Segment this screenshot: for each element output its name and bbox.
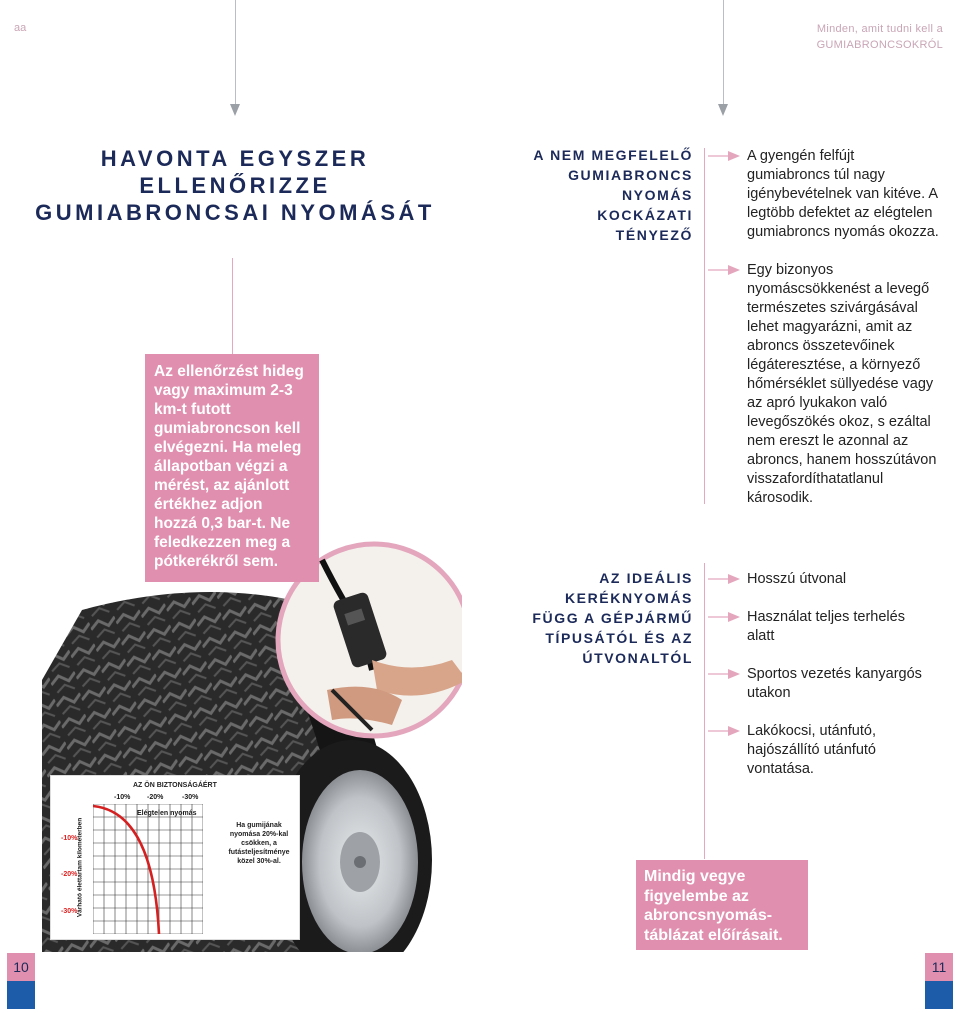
heading-line: ÚTVONALTÓL (582, 650, 693, 666)
section2-heading (532, 568, 693, 668)
hint-line: gumiabroncson kell (154, 420, 301, 437)
top-tick: -20% (147, 794, 164, 801)
hint-line: feledkezzen meg a (154, 534, 291, 551)
hint-line: abroncsnyomás- (644, 907, 773, 924)
text-line: abroncs, hanem hosszútávon (747, 452, 937, 468)
text-line: legtöbb defektet az elégtelen (747, 205, 933, 221)
safety-chart (50, 775, 300, 940)
text-line: alatt (747, 628, 775, 644)
hint-line: km-t futott (154, 401, 231, 418)
heading-line: FÜGG A GÉPJÁRMŰ (532, 610, 693, 626)
text-line: lehet magyarázni, amit az (747, 319, 913, 335)
heading-line: TÍPUSÁTÓL ÉS AZ (545, 630, 693, 646)
note-line: Ha gumijának (236, 822, 282, 829)
chart-y-label: Várható élettartam kilométerben (76, 817, 84, 918)
heading-line: A NEM MEGFELELŐ (533, 147, 693, 163)
hint-line: pótkerékről sem. (154, 553, 279, 570)
heading-line: GUMIABRONCS (568, 167, 693, 183)
text-line: vontatása. (747, 761, 814, 777)
top-tick: -10% (114, 794, 131, 801)
connector-line (232, 258, 233, 354)
section1-paragraph2 (747, 261, 952, 508)
arrow-right-icon (708, 611, 740, 623)
text-line: hajószállító utánfutó (747, 742, 876, 758)
hint-line: értékhez adjon (154, 496, 263, 513)
page-title (20, 145, 450, 226)
arrow-right-icon (708, 150, 740, 162)
text-line: Egy bizonyos (747, 262, 834, 278)
hint-box-cold-tyres (145, 354, 319, 582)
title-line: ELLENŐRIZZE (139, 173, 331, 198)
title-line: GUMIABRONCSAI NYOMÁSÁT (35, 200, 435, 225)
text-line: visszafordíthatatlanul (747, 471, 884, 487)
text-line: Sportos vezetés kanyargós (747, 666, 922, 682)
text-line: nyomáscsökkenést a levegő (747, 281, 930, 297)
left-tick: -20% (61, 871, 78, 878)
arrow-right-icon (708, 668, 740, 680)
section1-connector (704, 148, 705, 504)
heading-line: AZ IDEÁLIS (599, 570, 693, 586)
arrow-right-icon (708, 725, 740, 737)
left-tick: -30% (61, 908, 78, 915)
page-tab-left (7, 981, 35, 1009)
running-header (817, 21, 943, 53)
page-tab-right (925, 981, 953, 1009)
hint-line: vagy maximum 2-3 (154, 382, 293, 399)
curve-label: Elégtelen nyomás (137, 810, 197, 817)
text-line: igénybevételnek van kitéve. A (747, 186, 939, 202)
chart-title: AZ ÖN BIZTONSÁGÁÉRT (133, 782, 217, 789)
hint-line: elvégezni. Ha meleg (154, 439, 302, 456)
top-tick: -30% (182, 794, 199, 801)
text-line: Hosszú útvonal (747, 571, 847, 587)
hint-line: Az ellenőrzést hideg (154, 363, 304, 380)
hint-line: állapotban végzi a (154, 458, 288, 475)
note-line: közel 30%-al. (237, 858, 281, 865)
down-arrow-icon (718, 104, 728, 116)
text-line: gumiabroncs túl nagy (747, 167, 885, 183)
note-line: futásteljesítménye (228, 849, 290, 856)
header-mark: aa (14, 22, 27, 34)
text-line: abroncs összetevőinek (747, 338, 895, 354)
chart-grid (93, 804, 203, 934)
heading-line: KOCKÁZATI (597, 207, 693, 223)
hint-line: hozzá 0,3 bar-t. Ne (154, 515, 291, 532)
guide-line-right (723, 0, 724, 106)
note-line: nyomása 20%-kal (229, 831, 289, 838)
chart-note (223, 821, 295, 866)
text-line: utakon (747, 685, 791, 701)
list-item (747, 570, 952, 589)
hint-line: figyelembe az (644, 887, 749, 905)
hint-line: táblázat előírásait. (644, 926, 783, 944)
title-line: HAVONTA EGYSZER (100, 146, 370, 171)
hint-line: mérést, az ajánlott (154, 477, 290, 494)
text-line: természetes szivárgásával (747, 300, 918, 316)
text-line: hőmérséklet süllyedése vagy (747, 376, 934, 392)
text-line: légáteresztése, a környező (747, 357, 921, 373)
note-line: csökken, a (241, 840, 277, 847)
arrow-right-icon (708, 264, 740, 276)
section2-connector (704, 563, 705, 859)
running-header-line2: GUMIABRONCSOKRÓL (816, 39, 943, 51)
down-arrow-icon (230, 104, 240, 116)
text-line: Használat teljes terhelés (747, 609, 905, 625)
text-line: Lakókocsi, utánfutó, (747, 723, 876, 739)
heading-line: KERÉKNYOMÁS (564, 590, 693, 606)
text-line: levegőszökés okoz, s ezáltal (747, 414, 931, 430)
text-line: A gyengén felfújt (747, 148, 855, 164)
text-line: gumiabroncs nyomás okozza. (747, 224, 939, 240)
page-number-right: 11 (925, 953, 953, 981)
list-item (747, 665, 952, 703)
text-line: nem ereszt le azonnal az (747, 433, 909, 449)
heading-line: TÉNYEZŐ (615, 227, 693, 243)
running-header-line1: Minden, amit tudni kell a (816, 23, 943, 35)
left-tick: -10% (61, 835, 78, 842)
list-item (747, 722, 952, 779)
heading-line: NYOMÁS (621, 187, 693, 203)
hint-line: Mindig vegye (644, 868, 746, 885)
text-line: károsodik. (747, 490, 814, 506)
guide-line-left (235, 0, 236, 106)
page-number-left: 10 (7, 953, 35, 981)
list-item (747, 608, 952, 646)
arrow-right-icon (708, 573, 740, 585)
text-line: az apró lyukakon való (747, 395, 888, 411)
section1-heading (533, 145, 693, 245)
hint-box-pressure-table (636, 860, 808, 950)
section1-paragraph1 (747, 147, 952, 242)
